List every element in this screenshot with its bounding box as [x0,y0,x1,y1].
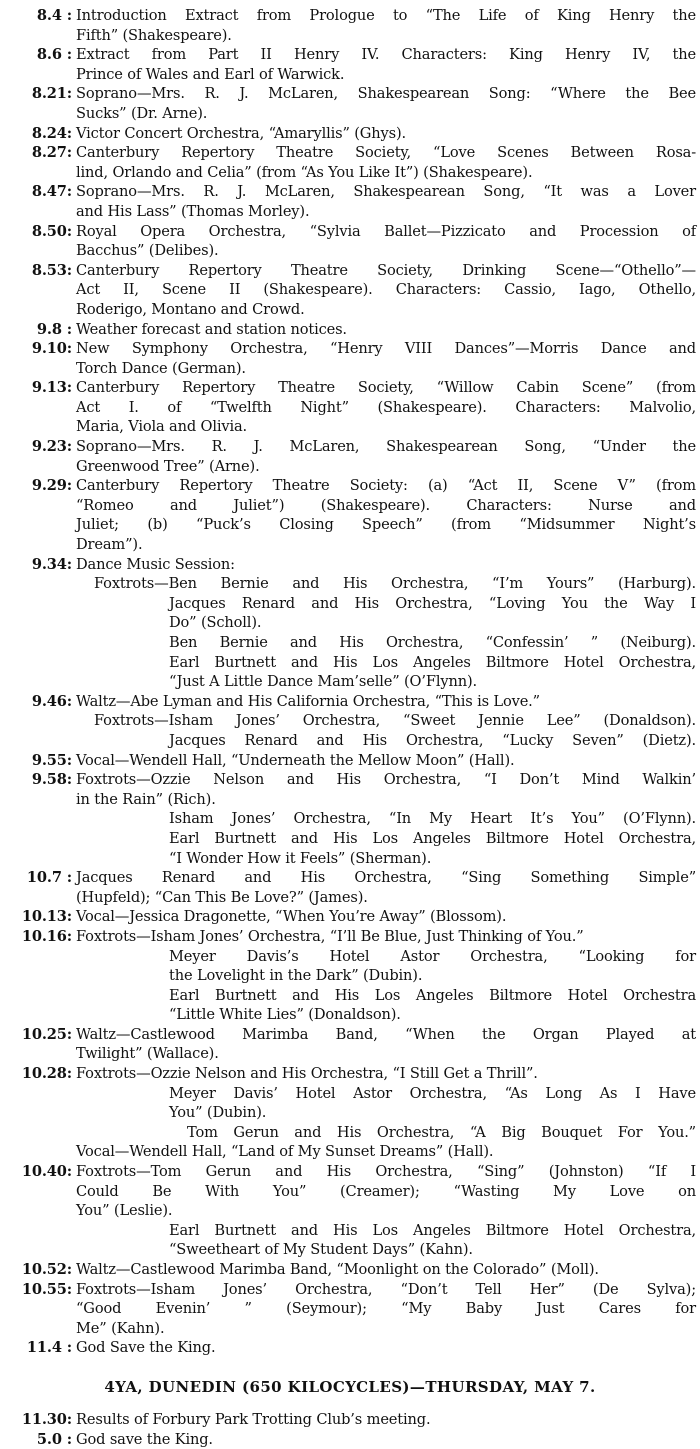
programme-entry [0,1338,700,1358]
entry-text [76,1430,700,1449]
entry-line: Results of Forbury Park Trotting Club’s meeting. [76,1410,431,1428]
dance-line: the Lovelight in the Dark” (Dubin). [169,967,423,985]
entry-text [76,45,700,84]
dance-line: You” (Dubin). [169,1104,267,1122]
programme-entry [0,868,700,907]
programme-entry [0,378,700,437]
programme-page [0,6,700,1449]
entry-line: Roderigo, Montano and Crowd. [76,300,305,318]
dance-item [0,966,700,986]
entry-line: Weather forecast and station notices. [76,320,347,338]
entry-line: Juliet; (b) “Puck’s Closing Speech” (from “Midsummer Night’s [76,516,696,534]
programme-entry [0,1142,700,1162]
programme-section [0,6,700,574]
dance-item [0,1123,700,1143]
entry-time: 9.29: [31,477,72,495]
entry-text [76,751,700,771]
dance-line: “Little White Lies” (Donaldson). [169,1006,401,1024]
programme-entry [0,927,700,947]
entry-text [76,1338,700,1358]
entry-text [76,868,700,907]
entry-time: 8.4 : [36,7,72,24]
entry-line: and His Lass” (Thomas Morley). [76,202,310,220]
dance-list [0,1084,700,1143]
entry-time: 11.30: [21,1410,72,1428]
entry-text [76,1162,700,1221]
dance-line: Isham Jones’ Orchestra, “In My Heart It’s You” (O’Flynn). [169,810,696,828]
dance-item [0,711,700,731]
dance-line: Do” (Scholl). [169,614,262,632]
entry-text [76,437,700,476]
dance-list [0,711,700,750]
entry-time: 10.7 : [26,869,72,887]
entry-text [76,927,700,947]
entry-time: 11.4 : [26,1339,72,1357]
station-heading: 4YA, DUNEDIN (650 KILOCYCLES)—THURSDAY, MAY 7. [104,1377,596,1396]
entry-time: 8.47: [31,183,72,201]
dance-item [0,947,700,967]
dance-line: Ben Bernie and His Orchestra, “Confessin’ ” (Neiburg). [169,634,696,651]
programme-entry [0,320,700,340]
dance-line: Tom Gerun and His Orchestra, “A Big Bouquet For You.” [187,1123,696,1141]
entry-time: 10.13: [21,908,72,926]
entry-time: 9.23: [31,438,72,456]
dance-item [0,672,700,692]
entry-line: lind, Orlando and Celia” (from “As You Like It”) (Shakespeare). [76,163,533,181]
entry-line: “Romeo and Juliet”) (Shakespeare). Characters: Nurse and [76,496,696,514]
dance-item [0,829,700,849]
entry-line: Foxtrots—Isham Jones’ Orchestra, “I’ll Be Blue, Just Thinking of You.” [76,927,584,945]
entry-line: in the Rain” (Rich). [76,790,216,808]
entry-time: 10.55: [21,1280,72,1298]
programme-entry [0,1260,700,1280]
entry-line: Soprano—Mrs. R. J. McLaren, Shakespearean Song: “Where the Bee [76,85,696,103]
entry-time: 8.53: [31,261,72,279]
programme-section [0,1142,700,1220]
entry-line: Twilight” (Wallace). [76,1045,219,1063]
entry-text [76,84,700,123]
dance-line: Jacques Renard and His Orchestra, “Loving You the Way I [169,594,696,612]
entry-text [76,143,700,182]
entry-line: God save the King. [76,1430,213,1448]
entry-line: You” (Leslie). [76,1202,173,1220]
entry-line: Greenwood Tree” (Arne). [76,457,260,475]
entry-line: Soprano—Mrs. R. J. McLaren, Shakespearean Song, “Under the [76,438,696,456]
entry-time: 5.0 : [36,1430,72,1448]
dance-item [0,849,700,869]
entry-line: Royal Opera Orchestra, “Sylvia Ballet—Pizzicato and Procession of [76,222,696,240]
programme-section [0,1410,700,1449]
entry-line: “Good Evenin’ ” (Seymour); “My Baby Just Cares for [76,1300,696,1318]
entry-line: Vocal—Jessica Dragonette, “When You’re Away” (Blossom). [76,908,507,926]
entry-line: Foxtrots—Isham Jones’ Orchestra, “Don’t Tell Her” (De Sylva); [76,1280,696,1298]
dance-item [0,613,700,633]
entry-line: Canterbury Repertory Theatre Society, Drinking Scene—“Othello”— [76,261,696,279]
programme-entry [0,1064,700,1084]
entry-text [76,907,700,927]
entry-time: 8.24: [31,124,72,142]
entry-line: Bacchus” (Delibes). [76,242,219,260]
dance-item [0,633,700,653]
entry-line: Waltz—Castlewood Marimba Band, “When the Organ Played at [76,1025,696,1043]
entry-line: Act II, Scene II (Shakespeare). Characters: Cassio, Iago, Othello, [76,281,696,299]
entry-line: Victor Concert Orchestra, “Amaryllis” (Ghys). [76,124,407,142]
entry-time: 10.52: [21,1261,72,1278]
programme-entry [0,6,700,45]
dance-item [0,986,700,1006]
programme-entry [0,124,700,144]
dance-item [0,809,700,829]
programme-entry [0,222,700,261]
entry-line: Introduction Extract from Prologue to “The Life of King Henry the [76,7,696,24]
entry-line: Sucks” (Dr. Arne). [76,104,208,122]
entry-text [76,555,700,575]
entry-line: New Symphony Orchestra, “Henry VIII Dances”—Morris Dance and [76,340,696,358]
entry-time: 10.40: [21,1163,72,1181]
entry-line: Foxtrots—Tom Gerun and His Orchestra, “Sing” (Johnston) “If I [76,1163,696,1181]
entry-time [0,1142,76,1162]
entry-text [76,1142,700,1162]
programme-entry [0,692,700,712]
entry-line: Foxtrots—Ozzie Nelson and His Orchestra, “I Don’t Mind Walkin’ [76,771,696,789]
programme-entry [0,261,700,320]
entry-line: Foxtrots—Ozzie Nelson and His Orchestra, “I Still Get a Thrill”. [76,1065,538,1083]
entry-line: (Hupfeld); “Can This Be Love?” (James). [76,888,368,906]
dance-list [0,1221,700,1260]
entry-time: 8.6 : [36,46,72,64]
programme-entry [0,339,700,378]
dance-item [0,1005,700,1025]
programme-entry [0,84,700,123]
dance-line: Earl Burtnett and His Los Angeles Biltmore Hotel Orchestra, [169,653,696,671]
entry-line: Prince of Wales and Earl of Warwick. [76,65,345,83]
dance-line: Meyer Davis’ Hotel Astor Orchestra, “As Long As I Have [169,1084,696,1102]
programme-section [0,1260,700,1358]
entry-time: 9.13: [31,379,72,397]
entry-time: 9.34: [31,555,72,573]
entry-time: 10.28: [21,1065,72,1083]
entry-time: 9.10: [31,340,72,358]
programme-entry [0,182,700,221]
programme-entry [0,907,700,927]
entry-time: 9.58: [31,771,72,789]
entry-line: Vocal—Wendell Hall, “Underneath the Mellow Moon” (Hall). [76,751,515,769]
entry-text [76,1280,700,1339]
dance-item [0,1240,700,1260]
entry-text [76,6,700,45]
entry-text [76,124,700,144]
dance-list [0,947,700,1025]
dance-line: Jacques Renard and His Orchestra, “Lucky Seven” (Dietz). [169,731,696,749]
programme-entry [0,1025,700,1064]
entry-time: 8.21: [31,85,72,103]
programme-section [0,692,700,712]
entry-text [76,339,700,378]
entry-line: Fifth” (Shakespeare). [76,26,232,44]
entry-line: Jacques Renard and His Orchestra, “Sing Something Simple” [76,869,696,887]
dance-line: Earl Burtnett and His Los Angeles Biltmore Hotel Orchestra [169,986,696,1004]
entry-time: 10.25: [21,1025,72,1043]
entry-time: 9.46: [31,692,72,710]
entry-line: Act I. of “Twelfth Night” (Shakespeare). Characters: Malvolio, [76,398,696,416]
dance-line: Foxtrots—Ben Bernie and His Orchestra, “I’m Yours” (Harburg). [94,575,696,593]
entry-text [76,320,700,340]
programme-entry [0,143,700,182]
dance-item [0,1221,700,1241]
entry-line: Could Be With You” (Creamer); “Wasting My Love on [76,1182,696,1200]
entry-line: Canterbury Repertory Theatre Society: (a) “Act II, Scene V” (from [76,477,696,495]
entry-text [76,1025,700,1064]
dance-line: Foxtrots—Isham Jones’ Orchestra, “Sweet Jennie Lee” (Donaldson). [94,712,696,730]
dance-item [0,653,700,673]
programme-entry [0,45,700,84]
entry-text [76,182,700,221]
entry-line: Canterbury Repertory Theatre Society, “Willow Cabin Scene” (from [76,379,696,397]
dance-list [0,574,700,692]
entry-line: Vocal—Wendell Hall, “Land of My Sunset Dreams” (Hall). [76,1143,494,1161]
entry-line: Torch Dance (German). [76,359,246,377]
dance-item [0,574,700,594]
entry-text [76,1260,700,1280]
programme-section [0,1025,700,1084]
dance-line: “Sweetheart of My Student Days” (Kahn). [169,1241,473,1259]
entry-line: Canterbury Repertory Theatre Society, “Love Scenes Between Rosa- [76,144,696,162]
dance-item [0,594,700,614]
entry-time: 8.50: [31,222,72,240]
dance-line: “Just A Little Dance Mam’selle” (O’Flynn). [169,673,477,691]
entry-text [76,692,700,712]
entry-time: 9.55: [31,751,72,769]
dance-line: Earl Burtnett and His Los Angeles Biltmore Hotel Orchestra, [169,1221,696,1239]
entry-text [76,1410,700,1430]
entry-line: Soprano—Mrs. R. J. McLaren, Shakespearean Song, “It was a Lover [76,183,696,201]
entry-text [76,1064,700,1084]
programme-section [0,751,700,810]
entry-line: Extract from Part II Henry IV. Characters: King Henry IV, the [76,46,696,64]
dance-item [0,1084,700,1104]
entry-line: Waltz—Abe Lyman and His California Orchestra, “This is Love.” [76,692,540,710]
programme-section [0,868,700,946]
dance-list [0,809,700,868]
dance-item [0,731,700,751]
dance-line: Meyer Davis’s Hotel Astor Orchestra, “Looking for [169,947,696,965]
programme-entry [0,555,700,575]
entry-time: 8.27: [31,144,72,162]
dance-line: Earl Burtnett and His Los Angeles Biltmore Hotel Orchestra, [169,829,696,847]
entry-line: Maria, Viola and Olivia. [76,418,248,436]
programme-entry [0,437,700,476]
programme-entry [0,770,700,809]
entry-line: God Save the King. [76,1339,216,1357]
programme-entry [0,476,700,554]
entry-time: 10.16: [21,927,72,945]
entry-text [76,261,700,320]
entry-text [76,378,700,437]
entry-line: Dream”). [76,536,143,554]
programme-entry [0,1162,700,1221]
entry-text [76,770,700,809]
entry-time: 9.8 : [36,320,72,338]
dance-line: “I Wonder How it Feels” (Sherman). [169,849,432,867]
entry-text [76,476,700,554]
programme-entry [0,751,700,771]
entry-line: Dance Music Session: [76,555,235,573]
entry-line: Waltz—Castlewood Marimba Band, “Moonlight on the Colorado” (Moll). [76,1261,599,1278]
entry-text [76,222,700,261]
programme-entry [0,1410,700,1430]
dance-item [0,1103,700,1123]
programme-entry [0,1280,700,1339]
programme-entry [0,1430,700,1449]
entry-line: Me” (Kahn). [76,1319,165,1337]
